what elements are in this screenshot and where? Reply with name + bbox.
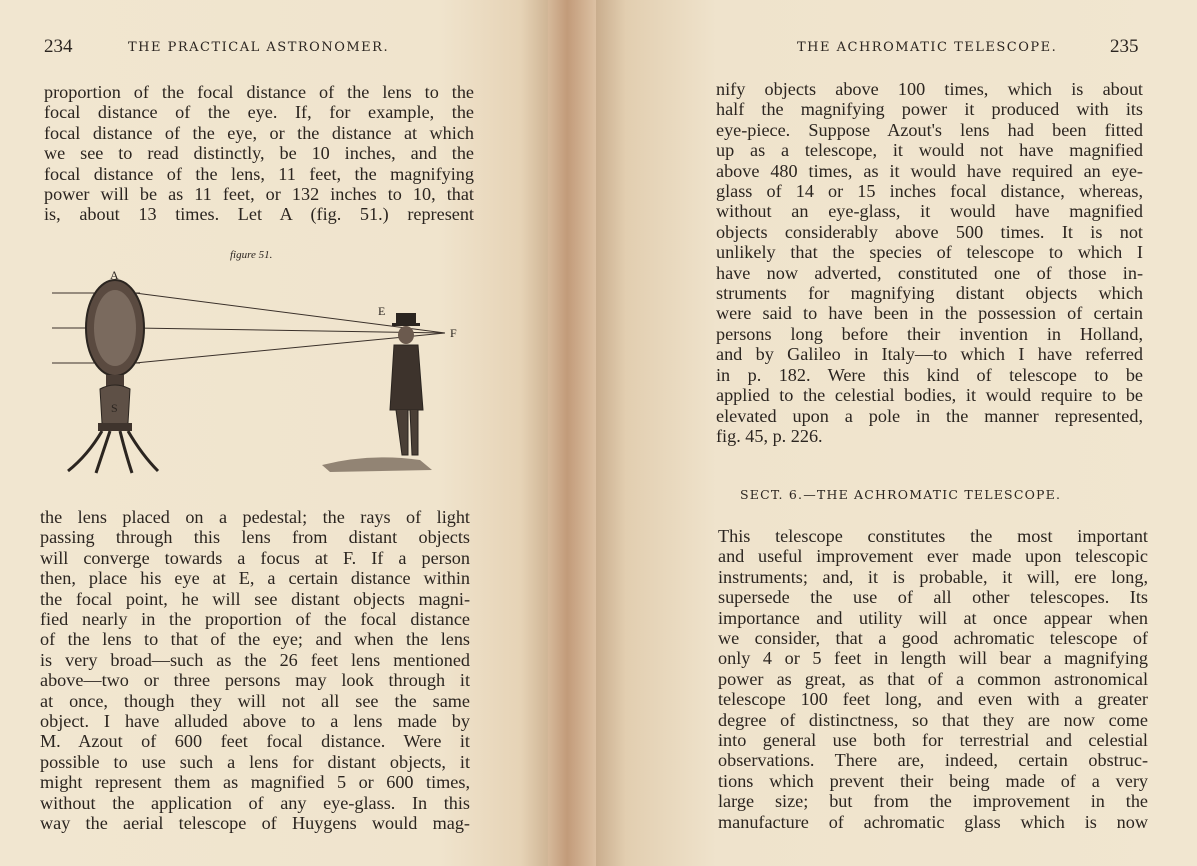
text-line: of the lens to that of the eye; and when the lens <box>40 629 470 650</box>
observer-legs <box>396 410 418 455</box>
text-line: degree of distinctness, so that they are now come <box>718 709 1148 730</box>
right-bottom-text <box>718 526 1148 832</box>
text-line: object. I have alluded above to a lens made by <box>40 711 470 732</box>
text-line: the lens placed on a pedestal; the rays of light <box>40 507 470 527</box>
book-gutter <box>548 0 596 866</box>
label-e: E <box>378 304 386 318</box>
observer-hat-brim <box>392 323 420 326</box>
text-line: at once, though they will not all see the same <box>40 690 470 711</box>
pedestal-base <box>98 423 132 431</box>
text-line: struments for magnifying distant objects which <box>716 283 1143 304</box>
text-line: half the magnifying power it produced with its <box>716 99 1143 120</box>
text-line: M. Azout of 600 feet focal distance. Were it <box>40 731 470 752</box>
label-a: A <box>110 268 119 282</box>
right-running-head: THE ACHROMATIC TELESCOPE. <box>797 40 1058 55</box>
text-line: manufacture of achromatic glass which is now <box>718 811 1148 832</box>
lens-glass <box>94 290 136 366</box>
label-f: F <box>450 326 457 340</box>
text-line: then, place his eye at E, a certain distance within <box>40 568 470 589</box>
text-line: unlikely that the species of telescope to which I <box>716 242 1143 263</box>
text-line: focal distance of the lens, 11 feet, the magnifying <box>44 163 474 184</box>
text-line: in p. 182. Were this kind of telescope to be <box>716 364 1143 385</box>
text-line: is, about 13 times. Let A (fig. 51.) represent <box>44 204 474 225</box>
text-line: importance and utility will at once appear when <box>718 607 1148 628</box>
pedestal-legs <box>68 431 158 473</box>
text-line: nify objects above 100 times, which is about <box>716 79 1143 99</box>
right-page-number: 235 <box>1110 36 1139 57</box>
text-line: is very broad—such as the 26 feet lens mentioned <box>40 649 470 670</box>
text-line: only 4 or 5 feet in length will bear a magnifying <box>718 648 1148 669</box>
figure-caption: figure 51. <box>230 249 273 261</box>
text-line: above 480 times, as it would have required an eye- <box>716 160 1143 181</box>
text-line: power will be as 11 feet, or 132 inches to 10, that <box>44 184 474 205</box>
text-line: were said to have been in the possession of certain <box>716 303 1143 324</box>
right-top-text <box>716 79 1143 446</box>
left-bottom-text <box>40 507 470 834</box>
text-line: passing through this lens from distant objects <box>40 527 470 548</box>
text-line: proportion of the focal distance of the lens to the <box>44 82 474 102</box>
text-line: telescope 100 feet long, and even with a greater <box>718 689 1148 710</box>
figure-51-illustration <box>40 265 480 480</box>
text-line: and useful improvement ever made upon telescopic <box>718 546 1148 567</box>
section-heading: SECT. 6.—THE ACHROMATIC TELESCOPE. <box>740 487 1062 502</box>
text-line: elevated upon a pole in the manner represented, <box>716 405 1143 426</box>
text-line: up as a telescope, it would not have magnified <box>716 140 1143 161</box>
text-line: observations. There are, indeed, certain obstruc- <box>718 750 1148 771</box>
text-line: have now adverted, constituted one of those in- <box>716 262 1143 283</box>
text-line: possible to use such a lens for distant objects, it <box>40 751 470 772</box>
text-line: persons long before their invention in Holland, <box>716 323 1143 344</box>
text-line: fied nearly in the proportion of the focal distance <box>40 609 470 630</box>
left-top-text <box>44 82 474 225</box>
text-line: This telescope constitutes the most important <box>718 526 1148 546</box>
text-line: above—two or three persons may look through it <box>40 670 470 691</box>
pedestal-mark: S <box>111 401 118 415</box>
text-line: applied to the celestial bodies, it would require to be <box>716 385 1143 406</box>
text-line: focal distance of the eye. If, for example, the <box>44 102 474 123</box>
text-line: we see to read distinctly, be 10 inches, and the <box>44 143 474 164</box>
observer-coat <box>390 345 423 410</box>
observer-head <box>398 326 414 344</box>
text-line: instruments; and, it is probable, it will, ere long, <box>718 566 1148 587</box>
text-line: supersede the use of all other telescopes. Its <box>718 587 1148 608</box>
left-page-number: 234 <box>44 36 73 57</box>
text-line: eye-piece. Suppose Azout's lens had been fitted <box>716 119 1143 140</box>
text-line: will converge towards a focus at F. If a person <box>40 547 470 568</box>
text-line: large size; but from the improvement in the <box>718 791 1148 812</box>
text-line: fig. 45, p. 226. <box>716 425 823 446</box>
text-line: might represent them as magnified 5 or 600 times, <box>40 772 470 793</box>
text-line: focal distance of the eye, or the distance at which <box>44 122 474 143</box>
text-line: without the application of any eye-glass. In this <box>40 792 470 813</box>
text-line: without an eye-glass, it would have magnified <box>716 201 1143 222</box>
text-line: power as great, as that of a common astronomical <box>718 668 1148 689</box>
ground-shadow <box>322 457 432 472</box>
text-line: and by Galileo in Italy—to which I have referred <box>716 344 1143 365</box>
text-line: way the aerial telescope of Huygens would mag- <box>40 813 470 834</box>
text-line: we consider, that a good achromatic telescope of <box>718 628 1148 649</box>
text-line: objects considerably above 500 times. It is not <box>716 221 1143 242</box>
text-line: into general use both for terrestrial and celestial <box>718 730 1148 751</box>
left-running-head: THE PRACTICAL ASTRONOMER. <box>128 40 390 55</box>
text-line: the focal point, he will see distant objects magni- <box>40 588 470 609</box>
text-line: tions which prevent their being made of a very <box>718 770 1148 791</box>
text-line: glass of 14 or 15 inches focal distance, whereas, <box>716 181 1143 202</box>
